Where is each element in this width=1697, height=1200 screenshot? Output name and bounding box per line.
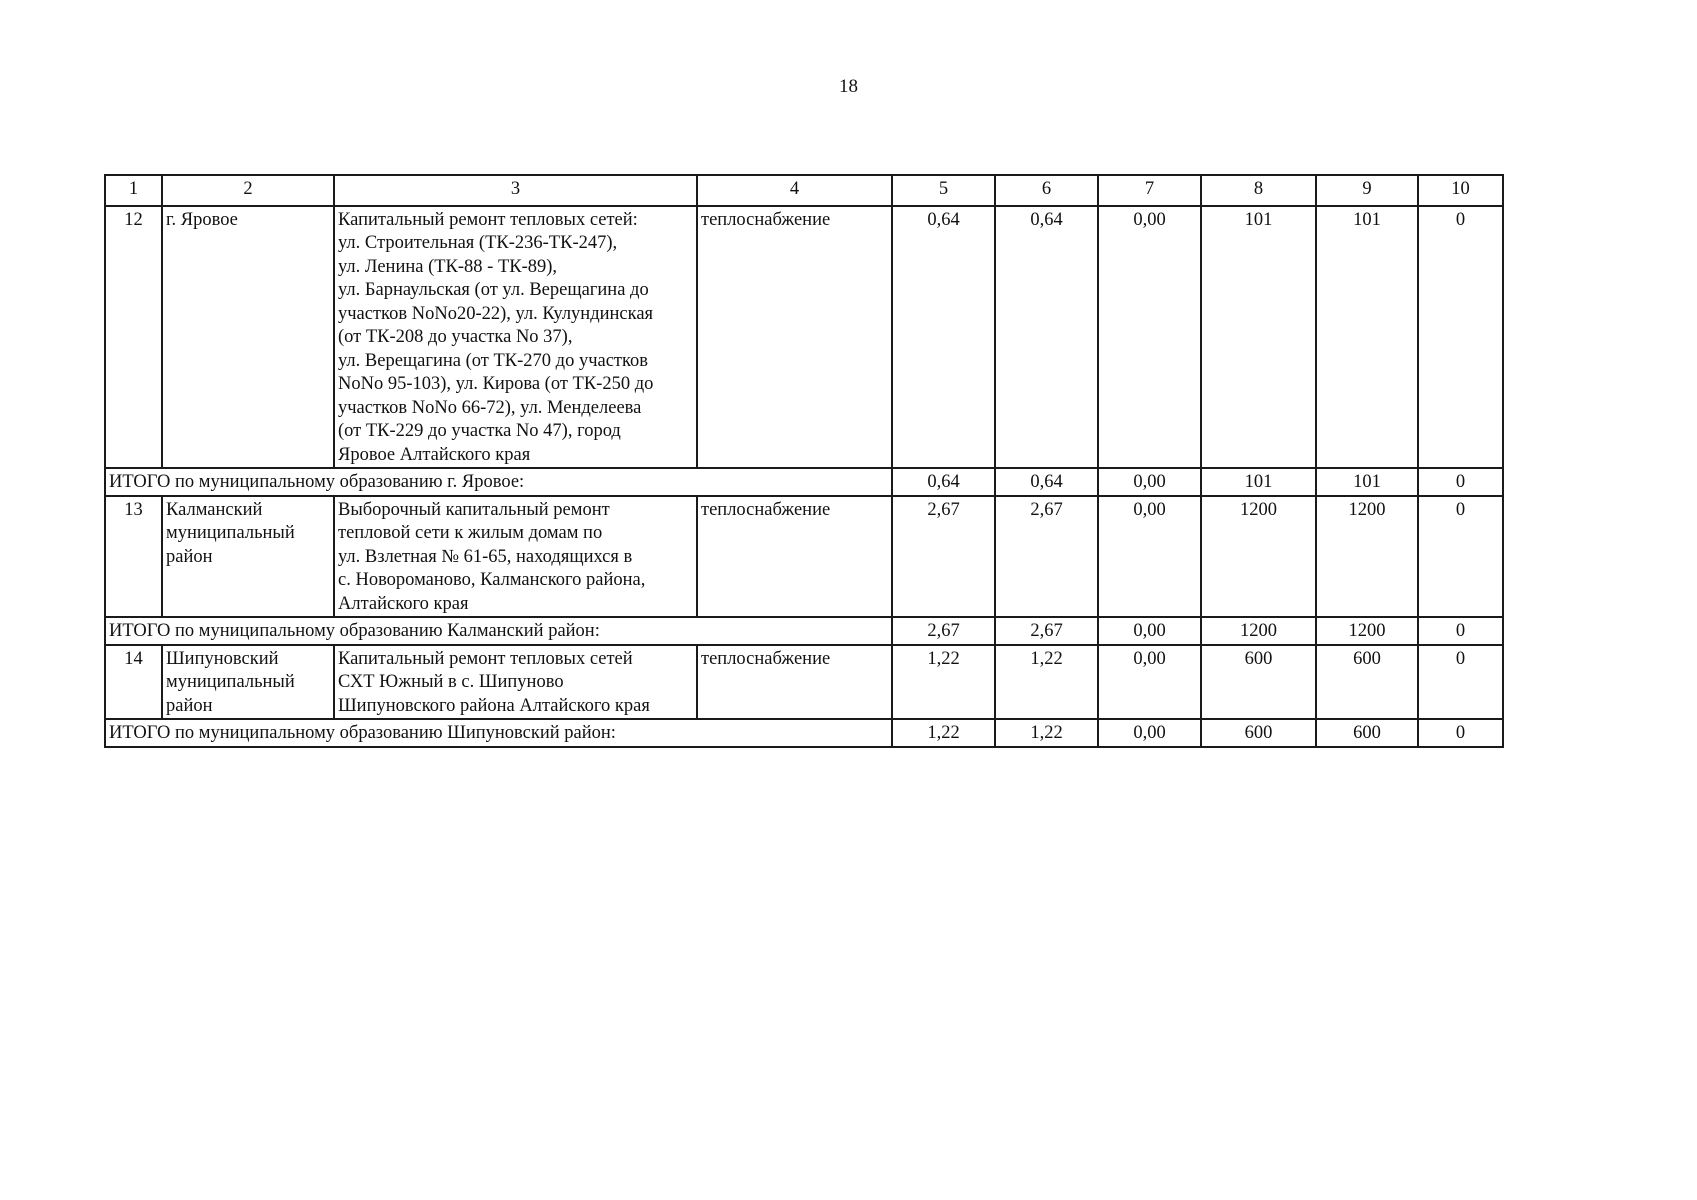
column-header: 6: [995, 175, 1098, 206]
total-value: 0: [1418, 617, 1503, 645]
column-header: 7: [1098, 175, 1201, 206]
description-line: с. Новороманово, Калманского района,: [338, 570, 646, 590]
description-line: ул. Барнаульская (от ул. Верещагина до: [338, 280, 649, 300]
total-value: 0,64: [892, 468, 995, 496]
table-row: [105, 206, 1503, 469]
description-cell: [334, 206, 697, 469]
description-line: (от ТК-208 до участка No 37),: [338, 327, 573, 347]
total-value: 0: [1418, 468, 1503, 496]
total-value: 0: [1418, 719, 1503, 747]
row-number: 13: [105, 496, 162, 618]
value-cell: 0: [1418, 645, 1503, 720]
description-line: ул. Верещагина (от ТК-270 до участков: [338, 350, 649, 371]
description-line: Алтайского края: [338, 593, 469, 614]
value-cell: 0,00: [1098, 206, 1201, 469]
value-cell: 0,00: [1098, 645, 1201, 720]
value-cell: 1,22: [995, 645, 1098, 720]
description-line: Яровое Алтайского края: [338, 444, 531, 465]
municipality-cell: Калманский муниципальный район: [162, 496, 334, 618]
total-row: [105, 468, 1503, 496]
total-value: 1200: [1201, 617, 1316, 645]
table-row: [105, 645, 1503, 720]
description-line: СХТ Южный в с. Шипуново: [338, 672, 564, 692]
column-number-row: [105, 175, 1503, 206]
description-line: Капитальный ремонт тепловых сетей: [338, 648, 633, 669]
column-header: 2: [162, 175, 334, 206]
description-line: участков NoNo20-22), ул. Кулундинская: [338, 303, 654, 324]
description-cell: [334, 496, 697, 618]
row-number: 12: [105, 206, 162, 469]
value-cell: 0: [1418, 496, 1503, 618]
municipality-cell: Шипуновский муниципальный район: [162, 645, 334, 720]
description-line: Шипуновского района Алтайского края: [338, 695, 650, 716]
column-header: 9: [1316, 175, 1418, 206]
type-cell: теплоснабжение: [697, 645, 892, 720]
value-cell: 0,64: [995, 206, 1098, 469]
description-line: ул. Строительная (ТК-236-ТК-247),: [338, 233, 618, 253]
value-cell: 0,64: [892, 206, 995, 469]
value-cell: 1200: [1201, 496, 1316, 618]
total-value: 0,00: [1098, 617, 1201, 645]
value-cell: 101: [1316, 206, 1418, 469]
description-line: ул. Ленина (ТК-88 - ТК-89),: [338, 256, 558, 277]
total-value: 600: [1201, 719, 1316, 747]
total-value: 1200: [1316, 617, 1418, 645]
column-header: 5: [892, 175, 995, 206]
total-value: 1,22: [995, 719, 1098, 747]
value-cell: 101: [1201, 206, 1316, 469]
total-value: 101: [1316, 468, 1418, 496]
total-value: 0,00: [1098, 468, 1201, 496]
total-value: 600: [1316, 719, 1418, 747]
value-cell: 2,67: [995, 496, 1098, 618]
description-line: тепловой сети к жилым домам по: [338, 523, 603, 543]
value-cell: 2,67: [892, 496, 995, 618]
description-cell: [334, 645, 697, 720]
total-row: [105, 719, 1503, 747]
column-header: 8: [1201, 175, 1316, 206]
total-value: 0,00: [1098, 719, 1201, 747]
description-line: участков NoNo 66-72), ул. Менделеева: [338, 397, 642, 418]
description-line: NoNo 95-103), ул. Кирова (от ТК-250 до: [338, 374, 654, 394]
total-value: 2,67: [995, 617, 1098, 645]
type-cell: теплоснабжение: [697, 206, 892, 469]
value-cell: 1200: [1316, 496, 1418, 618]
column-header: 4: [697, 175, 892, 206]
value-cell: 0: [1418, 206, 1503, 469]
value-cell: 600: [1201, 645, 1316, 720]
value-cell: 600: [1316, 645, 1418, 720]
value-cell: 0,00: [1098, 496, 1201, 618]
row-number: 14: [105, 645, 162, 720]
total-value: 1,22: [892, 719, 995, 747]
column-header: 10: [1418, 175, 1503, 206]
value-cell: 1,22: [892, 645, 995, 720]
description-line: ул. Взлетная № 61-65, находящихся в: [338, 546, 633, 567]
program-table: [104, 174, 1504, 748]
description-line: Капитальный ремонт тепловых сетей:: [338, 209, 638, 230]
total-label: ИТОГО по муниципальному образованию Шипуновский район:: [105, 719, 892, 747]
column-header: 1: [105, 175, 162, 206]
description-line: (от ТК-229 до участка No 47), город: [338, 421, 621, 441]
type-cell: теплоснабжение: [697, 496, 892, 618]
column-header: 3: [334, 175, 697, 206]
total-label: ИТОГО по муниципальному образованию Калманский район:: [105, 617, 892, 645]
total-value: 2,67: [892, 617, 995, 645]
total-label: ИТОГО по муниципальному образованию г. Яровое:: [105, 468, 892, 496]
total-value: 101: [1201, 468, 1316, 496]
total-row: [105, 617, 1503, 645]
total-value: 0,64: [995, 468, 1098, 496]
municipality-cell: г. Яровое: [162, 206, 334, 469]
table-row: [105, 496, 1503, 618]
description-line: Выборочный капитальный ремонт: [338, 499, 610, 520]
page-number: 18: [839, 76, 858, 97]
